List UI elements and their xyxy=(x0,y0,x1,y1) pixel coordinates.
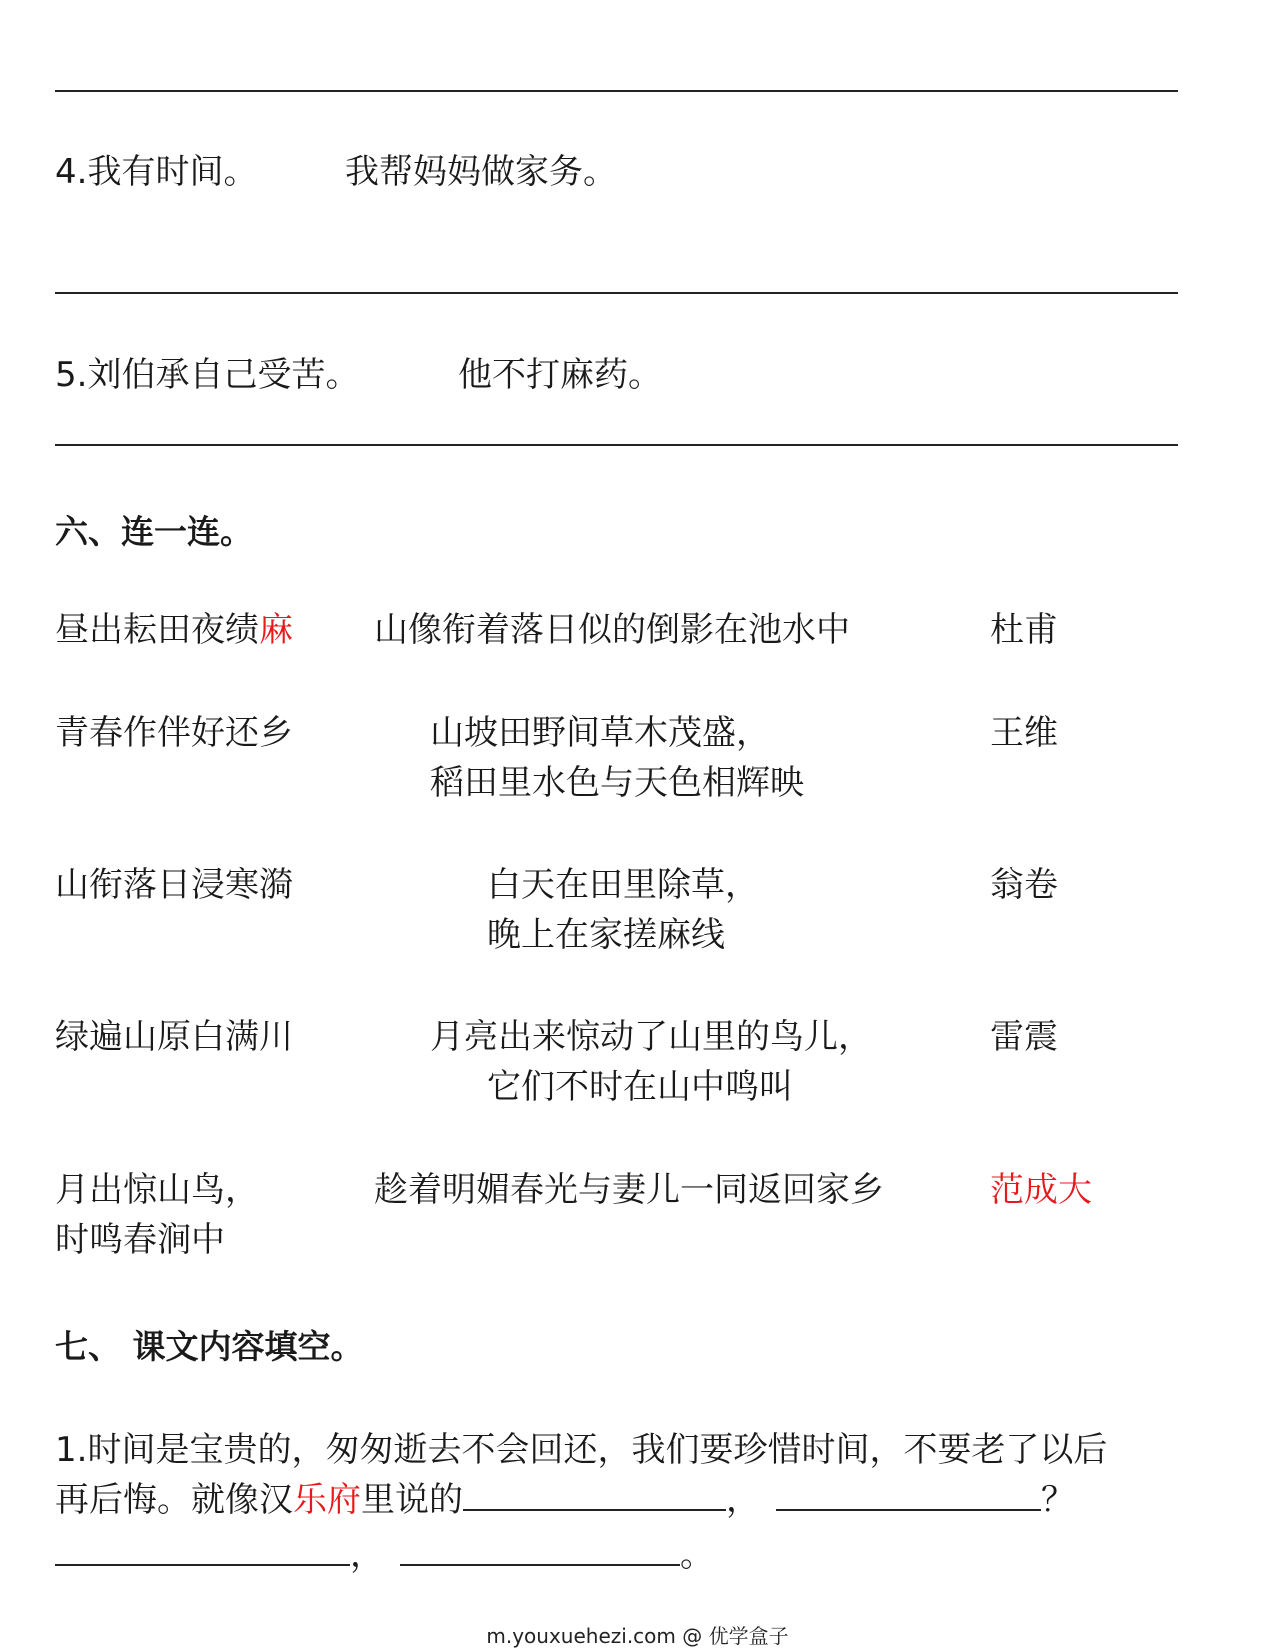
poem-line-5-part-2: 时鸣春涧中 xyxy=(55,1220,225,1260)
answer-line-q4 xyxy=(55,292,1178,294)
fill-blank-2[interactable] xyxy=(776,1479,1041,1511)
author-3: 翁卷 xyxy=(990,865,1058,905)
fill-blank-1[interactable] xyxy=(463,1479,726,1511)
fill-blank-4[interactable] xyxy=(400,1534,680,1566)
meaning-3-line-2: 晚上在家搓麻线 xyxy=(487,915,725,955)
q4-sentence-a: 4.我有时间。 xyxy=(55,152,258,192)
q5-sentence-b: 他不打麻药。 xyxy=(458,355,662,395)
poem-line-5-part-1: 月出惊山鸟， xyxy=(55,1170,259,1210)
poem-line-3: 山衔落日浸寒漪 xyxy=(55,865,293,905)
section6-title: 六、连一连。 xyxy=(55,512,253,551)
meaning-4-line-2: 它们不时在山中鸣叫 xyxy=(487,1067,793,1107)
poem-line-2: 青春作伴好还乡 xyxy=(55,713,293,753)
meaning-2-line-1: 山坡田野间草木茂盛， xyxy=(430,713,770,753)
section7-title: 七、 课文内容填空。 xyxy=(55,1327,364,1366)
q4-sentence-b: 我帮妈妈做家务。 xyxy=(345,152,617,192)
answer-line-q3 xyxy=(55,90,1178,92)
section7-q1-line-2: 再后悔。就像汉乐府里说的 ， ？ xyxy=(55,1480,1075,1520)
q5-sentence-a: 5.刘伯承自己受苦。 xyxy=(55,355,360,395)
author-2: 王维 xyxy=(990,713,1058,753)
section7-q1-line-1: 1.时间是宝贵的，匆匆逝去不会回还，我们要珍惜时间，不要老了以后 xyxy=(55,1430,1108,1470)
section7-q1-line-3: ， 。 xyxy=(55,1530,714,1580)
meaning-5: 趁着明媚春光与妻儿一同返回家乡 xyxy=(374,1170,884,1210)
meaning-3-line-1: 白天在田里除草， xyxy=(487,865,759,905)
poem-line-4: 绿遍山原白满川 xyxy=(55,1017,293,1057)
footer-watermark: m.youxuehezi.com @ 优学盒子 xyxy=(486,1624,789,1648)
author-1: 杜甫 xyxy=(990,610,1058,650)
answer-line-q5 xyxy=(55,444,1178,446)
poem-line-1: 昼出耘田夜绩麻 xyxy=(55,610,293,650)
meaning-4-line-1: 月亮出来惊动了山里的鸟儿， xyxy=(430,1017,872,1057)
author-5: 范成大 xyxy=(990,1170,1092,1210)
poem-line-1-red-char: 麻 xyxy=(259,610,293,650)
meaning-2-line-2: 稻田里水色与天色相辉映 xyxy=(430,763,804,803)
red-word-yuefu: 乐府 xyxy=(293,1480,361,1520)
author-4: 雷震 xyxy=(990,1017,1058,1057)
fill-blank-3[interactable] xyxy=(55,1534,350,1566)
meaning-1: 山像衔着落日似的倒影在池水中 xyxy=(374,610,850,650)
